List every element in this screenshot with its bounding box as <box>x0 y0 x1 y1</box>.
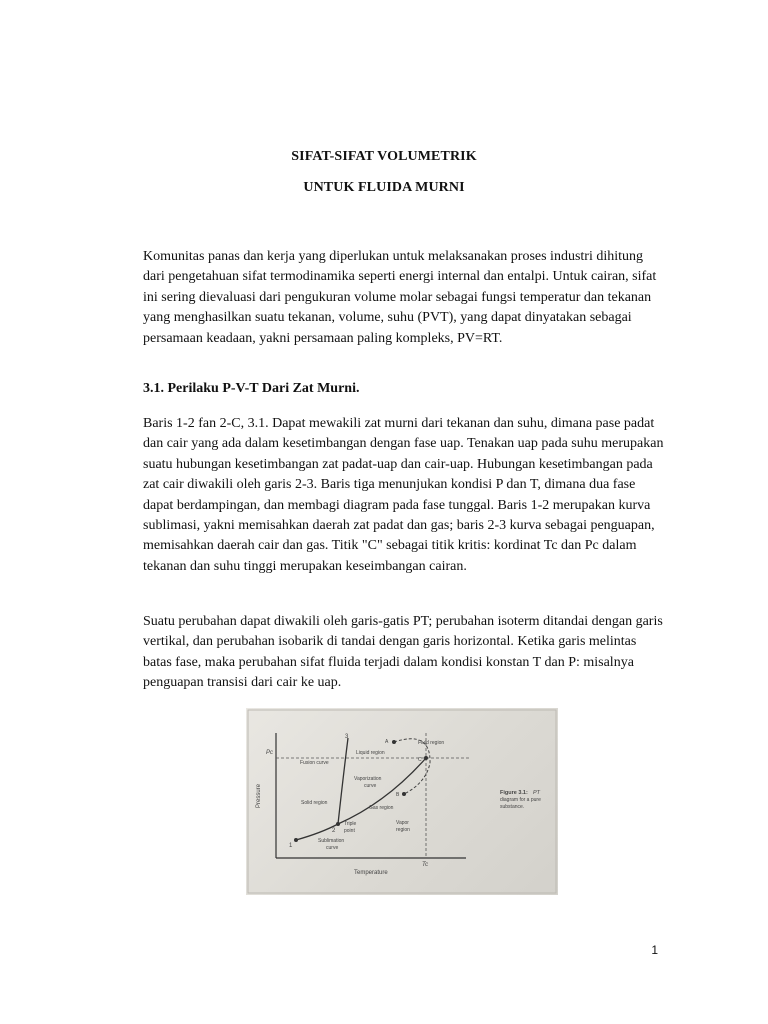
point-a-label: A <box>385 739 389 745</box>
x-axis-label: Temperature <box>354 870 388 876</box>
point-a-marker <box>392 740 396 744</box>
point-1-label: 1 <box>289 843 293 849</box>
sublimation-curve-label-1: Sublimation <box>318 838 345 844</box>
point-c-marker <box>424 756 428 760</box>
figure-caption-label: Figure 3.1: <box>500 790 528 796</box>
figure-caption-line-3: substance. <box>500 804 525 810</box>
tc-label: Tc <box>422 862 429 868</box>
gas-region-label: Gas region <box>369 805 394 811</box>
document-subtitle: UNTUK FLUIDA MURNI <box>303 180 465 195</box>
vapor-region-label-1: Vapor <box>396 820 409 826</box>
point-2-marker <box>336 822 340 826</box>
section-heading: 3.1. Perilaku P-V-T Dari Zat Murni. <box>143 381 360 396</box>
solid-region-label: Solid region <box>301 800 328 806</box>
liquid-region-label: Liquid region <box>356 750 385 756</box>
triple-point-label-2: point <box>344 828 355 834</box>
vaporization-curve-label-1: Vaporization <box>354 776 382 782</box>
fluid-region-label: Fluid region <box>418 740 445 746</box>
point-1-marker <box>294 838 298 842</box>
sublimation-curve-label-2: curve <box>326 845 339 851</box>
point-b-marker <box>402 792 406 796</box>
point-3-label: 3 <box>345 734 349 740</box>
y-axis-label: Pressure <box>256 783 262 808</box>
vaporization-curve <box>338 758 426 824</box>
section-paragraph-2: Suatu perubahan dapat diwakili oleh garis-gatis PT; perubahan isoterm ditandai dengan garis vertikal, dan perubahan isobarik di tandai dengan garis horizontal. Ketika garis melintas batas fase, maka perubahan sifat fluida terjadi dalam kondisi konstan T dan P: misalnya penguapan transisi dari cair ke uap. <box>143 614 663 691</box>
intro-paragraph: Komunitas panas dan kerja yang diperlukan untuk melaksanakan proses industri dihitung dari pengetahuan sifat termodinamika seperti energi internal dan entalpi. Untuk cairan, sifat ini sering dievaluasi dari pengukuran volume molar sebagai fungsi temperatur dan tekanan yang menghasilkan suatu tekanan, volume, suhu (PVT), yang dapat dinyatakan sebagai persamaan keadaan, yakni persamaan paling kompleks, PV=RT. <box>143 249 657 346</box>
page-number: 1 <box>651 943 658 957</box>
section-paragraph-1: Baris 1-2 fan 2-C, 3.1. Dapat mewakili zat murni dari tekanan dan suhu, dimana pase padat dan cair yang ada dalam kesetimbangan dengan fase uap. Tenakan uap pada suhu merupakan suatu hubungan kesetimbangan zat padat-uap dan cair-uap. Hubungan kesetimbangan pada zat cair diwakili oleh garis 2-3. Baris tiga menunjukan kondisi P dan T, dimana dua fase dapat berdampingan, dan membagi diagram pada fase tunggal. Baris 1-2 merupakan kurva sublimasi, yakni memisahkan daerah zat padat dan gas; baris 2-3 kurva sebagai penguapan, memisahkan daerah cair dan gas. Titik "C" sebagai titik kritis: kordinat Tc dan Pc dalam tekanan dan suhu tinggi merupakan keseimbangan cairan. <box>143 416 664 574</box>
triple-point-label-1: Triple <box>344 821 357 827</box>
pc-label: Pc <box>266 750 274 756</box>
vaporization-curve-label-2: curve <box>364 783 377 789</box>
process-path-a-b <box>394 739 430 794</box>
vapor-region-label-2: region <box>396 827 410 833</box>
point-c-label: C <box>418 757 422 763</box>
point-b-label: B <box>396 792 400 798</box>
point-2-label: 2 <box>332 828 336 834</box>
fusion-curve <box>338 738 348 824</box>
pt-diagram-svg <box>246 708 558 895</box>
figure-caption-abbrev: PT <box>533 790 541 796</box>
pt-diagram-figure <box>246 708 558 895</box>
document-title: SIFAT-SIFAT VOLUMETRIK <box>291 149 477 164</box>
figure-caption-line-2: diagram for a pure <box>500 797 541 803</box>
fusion-curve-label: Fusion curve <box>300 760 329 766</box>
